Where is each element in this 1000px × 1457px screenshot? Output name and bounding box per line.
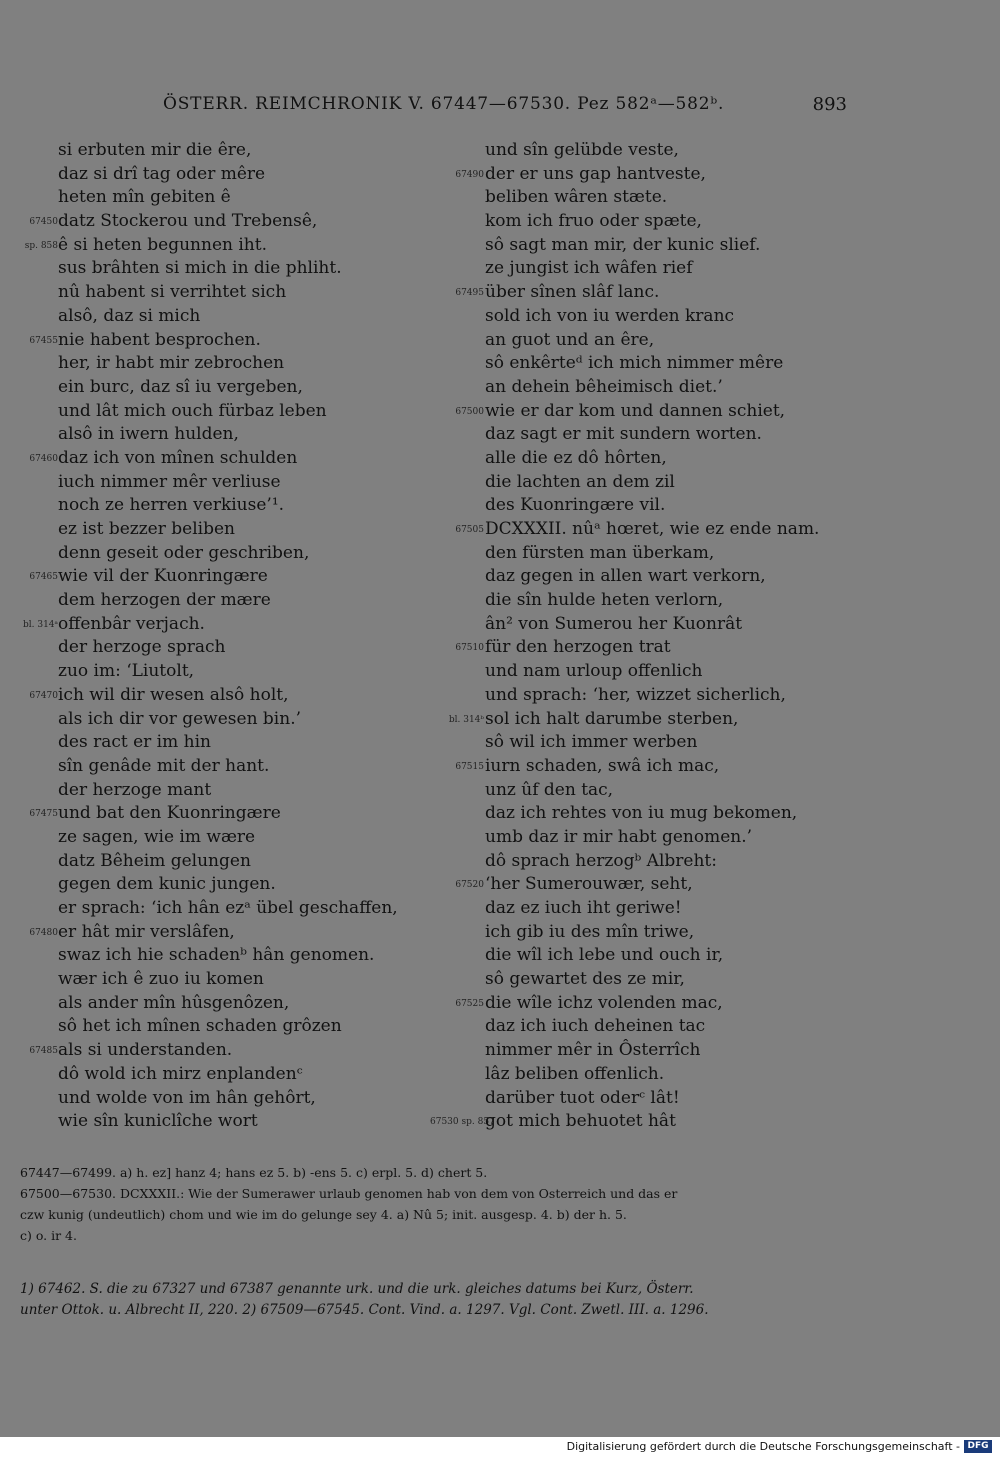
margin-line-number: 67530 sp. 857	[430, 1117, 495, 1128]
verse-line	[430, 1110, 860, 1134]
verse-line	[0, 376, 450, 400]
verse-line	[0, 731, 450, 755]
verse-text: und sîn gelübde veste,	[485, 140, 679, 160]
verse-line	[430, 1063, 860, 1087]
verse-line	[430, 542, 860, 566]
verse-text: zuo im: ‘Liutolt,	[58, 661, 195, 682]
verse-text: die lachten an dem zil	[485, 471, 675, 492]
verse-line	[430, 400, 860, 424]
verse-line	[0, 873, 450, 897]
verse-line	[0, 779, 450, 803]
verse-text: nû habent si verrihtet sich	[58, 282, 287, 303]
verse-text: und lât mich ouch fürbaz leben	[58, 400, 327, 421]
verse-text: wie er dar kom und dannen schiet,	[485, 400, 786, 421]
right-verse-column	[430, 139, 860, 1134]
verse-text: offenbâr verjach.	[58, 613, 205, 634]
verse-line	[0, 1087, 450, 1111]
margin-line-number: bl. 314ᵇ	[448, 714, 484, 725]
verse-line	[0, 660, 450, 684]
funding-bar	[0, 1437, 1000, 1457]
verse-line	[0, 755, 450, 779]
page-header	[0, 94, 1000, 120]
verse-text: an guot und an êre,	[485, 329, 655, 350]
verse-line	[0, 210, 450, 234]
verse-line	[430, 376, 860, 400]
verse-line	[430, 329, 860, 353]
verse-text: sô sagt man mir, der kunic slief.	[485, 234, 761, 255]
verse-line	[430, 944, 860, 968]
verse-line	[0, 826, 450, 850]
verse-text: des ract er im hin	[58, 732, 211, 753]
verse-line	[0, 234, 450, 258]
verse-text: daz gegen in allen wart verkorn,	[485, 566, 766, 587]
verse-line	[0, 186, 450, 210]
verse-line	[0, 565, 450, 589]
verse-line	[0, 944, 450, 968]
verse-line	[0, 352, 450, 376]
verse-line	[430, 589, 860, 613]
verse-text: DCXXXII. nûᵃ hœret, wie ez ende nam.	[485, 519, 820, 539]
footnotes	[20, 1279, 850, 1321]
verse-line	[430, 992, 860, 1016]
verse-text: datz Stockerou und Trebensê,	[58, 211, 318, 232]
verse-line	[0, 257, 450, 281]
margin-line-number: 67520	[455, 880, 484, 891]
verse-text: iurn schaden, swâ ich mac,	[485, 755, 720, 776]
verse-line	[430, 139, 860, 163]
verse-text: den fürsten man überkam,	[485, 542, 715, 563]
verse-text: sô wil ich immer werben	[485, 732, 698, 753]
verse-text: die wîl ich lebe und ouch ir,	[485, 945, 724, 966]
margin-line-number: 67525	[455, 998, 484, 1009]
verse-line	[0, 163, 450, 187]
verse-text: dô sprach herzogᵇ Albreht:	[485, 850, 717, 871]
verse-text: daz ich rehtes von iu mug bekomen,	[485, 803, 798, 824]
verse-line	[0, 400, 450, 424]
verse-line	[430, 281, 860, 305]
verse-text: er sprach: ‘ich hân ezᵃ übel geschaffen,	[58, 898, 398, 918]
verse-text: iuch nimmer mêr verliuse	[58, 471, 281, 492]
verse-text: nimmer mêr in Ôsterrîch	[485, 1040, 701, 1061]
verse-line	[430, 494, 860, 518]
verse-line	[0, 850, 450, 874]
verse-line	[0, 802, 450, 826]
verse-line	[430, 968, 860, 992]
verse-line	[0, 518, 450, 542]
verse-text: sô enkêrteᵈ ich mich nimmer mêre	[485, 353, 784, 374]
verse-line	[430, 565, 860, 589]
verse-line	[430, 613, 860, 637]
margin-line-number: 67465	[29, 572, 58, 583]
verse-line	[0, 968, 450, 992]
verse-line	[430, 684, 860, 708]
verse-text: er hât mir verslâfen,	[58, 921, 235, 942]
verse-line	[430, 518, 860, 542]
verse-text: darüber tuot oderᶜ lât!	[485, 1087, 680, 1108]
verse-line	[0, 329, 450, 353]
verse-line	[0, 1015, 450, 1039]
verse-text: die sîn hulde heten verlorn,	[485, 590, 724, 611]
margin-line-number: 67510	[455, 643, 484, 654]
verse-line	[430, 826, 860, 850]
verse-line	[430, 660, 860, 684]
verse-text: alsô, daz si mich	[58, 305, 201, 326]
apparatus-line: 67500—67530. DCXXXII.: Wie der Sumerawer urlaub genomen hab von dem von Osterreich und das er	[20, 1186, 678, 1201]
verse-line	[0, 636, 450, 660]
margin-line-number: 67500	[455, 406, 484, 417]
verse-text: datz Bêheim gelungen	[58, 850, 251, 871]
verse-text: sol ich halt darumbe sterben,	[485, 708, 739, 729]
verse-text: daz ich iuch deheinen tac	[485, 1016, 706, 1037]
funding-text: Digitalisierung gefördert durch die Deutsche Forschungsgemeinschaft -	[566, 1440, 960, 1453]
verse-text: dem herzogen der mære	[58, 590, 271, 611]
margin-line-number: 67515	[455, 761, 484, 772]
verse-line	[0, 589, 450, 613]
running-title: ÖSTERR. REIMCHRONIK V. 67447—67530. Pez 582ᵃ—582ᵇ.	[163, 94, 725, 114]
verse-line	[430, 423, 860, 447]
apparatus-line: c) o. ir 4.	[20, 1228, 77, 1243]
verse-line	[430, 257, 860, 281]
verse-text: denn geseit oder geschriben,	[58, 542, 310, 563]
verse-line	[0, 423, 450, 447]
verse-text: an dehein bêheimisch diet.’	[485, 376, 723, 397]
verse-text: die wîle ichz volenden mac,	[485, 992, 723, 1013]
verse-text: ân² von Sumerou her Kuonrât	[485, 613, 743, 634]
critical-apparatus	[20, 1162, 850, 1246]
verse-line	[0, 708, 450, 732]
verse-text: kom ich fruo oder spæte,	[485, 211, 702, 232]
verse-text: alle die ez dô hôrten,	[485, 447, 667, 468]
verse-text: sold ich von iu werden kranc	[485, 305, 735, 326]
verse-text: und sprach: ‘her, wizzet sicherlich,	[485, 684, 786, 705]
verse-text: der herzoge sprach	[58, 637, 226, 658]
verse-text: und bat den Kuonringære	[58, 803, 281, 824]
verse-line	[430, 186, 860, 210]
verse-text: noch ze herren verkiuse’¹.	[58, 495, 285, 516]
verse-line	[0, 897, 450, 921]
margin-line-number: 67495	[455, 288, 484, 299]
verse-line	[0, 921, 450, 945]
verse-line	[0, 1039, 450, 1063]
verse-line	[430, 708, 860, 732]
verse-line	[0, 684, 450, 708]
verse-text: sîn genâde mit der hant.	[58, 755, 270, 776]
verse-line	[0, 494, 450, 518]
verse-line	[430, 802, 860, 826]
verse-text: daz ez iuch iht geriwe!	[485, 898, 682, 918]
verse-text: beliben wâren stæte.	[485, 187, 668, 208]
verse-text: für den herzogen trat	[485, 637, 671, 658]
verse-text: alsô in iwern hulden,	[58, 424, 239, 445]
verse-text: sô het ich mînen schaden grôzen	[58, 1016, 342, 1037]
verse-text: ez ist bezzer beliben	[58, 519, 235, 539]
verse-text: des Kuonringære vil.	[485, 495, 666, 516]
verse-text: wie vil der Kuonringære	[58, 566, 268, 587]
verse-line	[430, 234, 860, 258]
margin-line-number: bl. 314ᵃ	[22, 619, 58, 630]
verse-text: ze jungist ich wâfen rief	[485, 258, 693, 279]
apparatus-line: czw kunig (undeutlich) chom und wie im do gelunge sey 4. a) Nû 5; init. ausgesp. 4. b) der h. 5.	[20, 1207, 627, 1222]
left-verse-column	[0, 139, 450, 1134]
verse-text: si erbuten mir die êre,	[58, 140, 252, 160]
verse-line	[430, 1087, 860, 1111]
verse-line	[430, 163, 860, 187]
verse-text: als si understanden.	[58, 1040, 233, 1061]
margin-line-number: 67480	[29, 927, 58, 938]
margin-line-number: 67505	[455, 525, 484, 535]
verse-line	[0, 542, 450, 566]
verse-text: wie sîn kuniclîche wort	[58, 1111, 258, 1132]
margin-line-number: 67485	[29, 1046, 58, 1057]
verse-line	[0, 1110, 450, 1134]
verse-text: ê si heten begunnen iht.	[58, 234, 267, 255]
verse-line	[0, 139, 450, 163]
verse-text: der er uns gap hantveste,	[485, 163, 706, 184]
verse-line	[430, 755, 860, 779]
verse-text: wær ich ê zuo iu komen	[58, 969, 264, 990]
margin-line-number: 67475	[29, 809, 58, 820]
verse-text: daz sagt er mit sundern worten.	[485, 424, 762, 445]
margin-line-number: 67490	[455, 169, 484, 180]
verse-text: daz ich von mînen schulden	[58, 447, 298, 468]
dfg-logo[interactable]: DFG	[964, 1440, 992, 1453]
margin-line-number: 67455	[29, 335, 58, 346]
verse-text: und nam urloup offenlich	[485, 661, 703, 682]
verse-line	[430, 850, 860, 874]
verse-text: ‘her Sumerouwær, seht,	[485, 874, 693, 895]
verse-line	[430, 873, 860, 897]
verse-text: umb daz ir mir habt genomen.’	[485, 826, 753, 847]
verse-text: gegen dem kunic jungen.	[58, 874, 276, 895]
verse-line	[0, 471, 450, 495]
verse-text: sô gewartet des ze mir,	[485, 969, 685, 990]
verse-line	[430, 636, 860, 660]
margin-line-number: 67460	[29, 453, 58, 464]
apparatus-line: 67447—67499. a) h. ez] hanz 4; hans ez 5. b) -ens 5. c) erpl. 5. d) chert 5.	[20, 1165, 488, 1180]
verse-line	[0, 305, 450, 329]
footnote-line: unter Ottok. u. Albrecht II, 220. 2) 67509—67545. Cont. Vind. a. 1297. Vgl. Cont. Zwetl. III. a. 1296.	[20, 1302, 709, 1318]
verse-text: und wolde von im hân gehôrt,	[58, 1087, 316, 1108]
verse-text: als ich dir vor gewesen bin.’	[58, 708, 301, 729]
margin-line-number: 67470	[29, 690, 58, 701]
verse-text: got mich behuotet hât	[485, 1111, 676, 1132]
verse-text: der herzoge mant	[58, 779, 212, 800]
verse-line	[430, 1015, 860, 1039]
verse-line	[430, 210, 860, 234]
verse-line	[430, 471, 860, 495]
verse-line	[430, 731, 860, 755]
verse-text: sus brâhten si mich in die phliht.	[58, 258, 342, 279]
verse-text: ein burc, daz sî iu vergeben,	[58, 376, 303, 397]
verse-text: über sînen slâf lanc.	[485, 282, 660, 303]
verse-text: daz si drî tag oder mêre	[58, 163, 266, 184]
verse-text: ze sagen, wie im wære	[58, 826, 256, 847]
verse-text: swaz ich hie schadenᵇ hân genomen.	[58, 945, 375, 966]
verse-text: ich wil dir wesen alsô holt,	[58, 684, 289, 705]
verse-line	[0, 992, 450, 1016]
verse-text: heten mîn gebiten ê	[58, 187, 231, 208]
verse-text: als ander mîn hûsgenôzen,	[58, 992, 290, 1013]
verse-line	[430, 352, 860, 376]
page-number: 893	[812, 94, 847, 115]
verse-line	[430, 1039, 860, 1063]
verse-line	[430, 921, 860, 945]
verse-line	[430, 897, 860, 921]
verse-line	[430, 305, 860, 329]
verse-text: dô wold ich mirz enplandenᶜ	[58, 1063, 303, 1084]
verse-line	[0, 447, 450, 471]
footnote-line: 1) 67462. S. die zu 67327 und 67387 genannte urk. und die urk. gleiches datums bei Kurz, Österr.	[20, 1281, 694, 1297]
verse-text: her, ir habt mir zebrochen	[58, 353, 285, 374]
verse-text: ich gib iu des mîn triwe,	[485, 921, 695, 942]
verse-text: lâz beliben offenlich.	[485, 1063, 665, 1084]
verse-line	[0, 1063, 450, 1087]
verse-line	[0, 613, 450, 637]
verse-line	[430, 779, 860, 803]
verse-text: unz ûf den tac,	[485, 779, 614, 800]
verse-text: nie habent besprochen.	[58, 329, 261, 350]
verse-line	[0, 281, 450, 305]
margin-line-number: sp. 858	[24, 240, 58, 251]
margin-line-number: 67450	[29, 217, 58, 228]
verse-line	[430, 447, 860, 471]
